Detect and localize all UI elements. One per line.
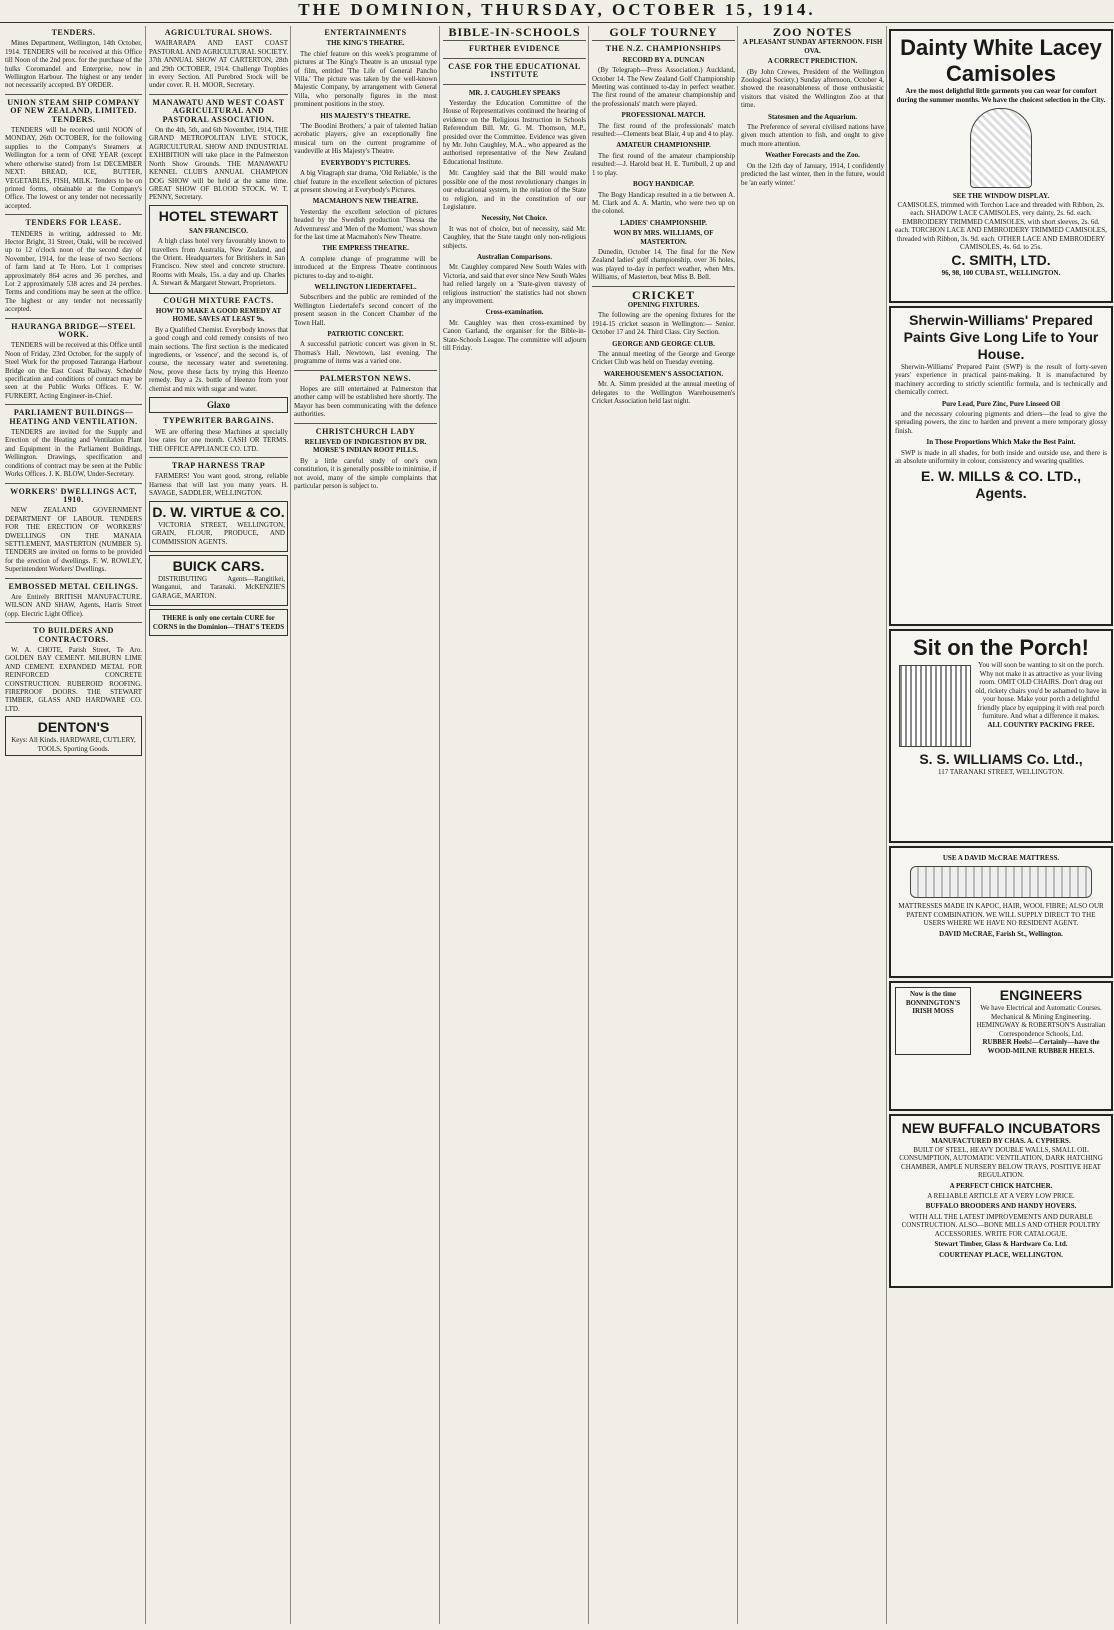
tender-mines: Mines Department, Wellington, 14th October, 1914. TENDERS will be received at this Office till Noon of the 2nd prox. for the purchase of the hulks Coromandel and Enterprise, now in Wellington Harbour. The highest or any tender not necessarily accepted. BY ORDER. (5, 39, 142, 90)
heading-bible: BIBLE-IN-SCHOOLS (448, 26, 581, 39)
ad-embossed: Are Entirely BRITISH MANUFACTURE. WILSON AND SHAW, Agents, Harris Street (opp. Electric Light Office). (5, 592, 142, 618)
heading-weather: Weather Forecasts and the Zoo. (765, 151, 860, 160)
ad-buffalo-text3: WITH ALL THE LATEST IMPROVEMENTS AND DURABLE CONSTRUCTION. ALSO—BONE MILLS AND OTHER POULTRY ACCESSORIES. WRITE FOR CATALOGUE. (901, 1212, 1101, 1238)
ad-virtue-title: D. W. VIRTUE & CO. (152, 503, 285, 520)
ad-denton-text: Keys: All Kinds. HARDWARE, CUTLERY, TOOLS, Sporting Goods. (11, 736, 136, 753)
text-amateur: The first round of the amateur championship resulted:—J. Harold beat H. E. Turnbull, 2 up and 1 to play. (592, 151, 735, 177)
text-australian: Mr. Caughley compared New South Wales with Victoria, and said that ever since New South Wales had relied largely on a 'State-given travesty of religious instruction' the statistics had not shown any improvement. (443, 263, 586, 305)
ad-sherwin-title: Sherwin-Williams' Prepared Paints Give Long Life to Your House. (903, 312, 1099, 362)
heading-further-evidence: FURTHER EVIDENCE (468, 44, 561, 54)
ad-camisoles-title: Dainty White Lacey Camisoles (900, 35, 1102, 86)
heading-george: GEORGE AND GEORGE CLUB. (612, 339, 715, 348)
ad-harness: FARMERS! You want good, strong, reliable Harness that will last you many years. H. SAVAGE, SADDLER, WELLINGTON. (149, 472, 288, 498)
ad-porch-addr: 117 TARANAKI STREET, WELLINGTON. (937, 768, 1064, 776)
heading-patriotic: PATRIOTIC CONCERT. (327, 330, 404, 338)
text-george: The annual meeting of the George and George Cricket Club was held on Tuesday evening. (592, 350, 735, 367)
ad-sherwin-text2: and the necessary colouring pigments and driers—the lead to give the spreading powers, the zinc to harden and prevent a mere temporary glossy finish. (895, 410, 1107, 435)
ad-porch-free: ALL COUNTRY PACKING FREE. (987, 720, 1095, 729)
text-empress: A complete change of programme will be introduced at the Empress Theatre continuous pictures to-day and to-night. (294, 254, 437, 280)
tender-lease: TENDERS in writing, addressed to Mr. Hector Bright, 31 Street, Otaki, will be received up to 12 o'clock noon of the second day of November, 1914, for the lease of two Sections of farm land at Te Horo. Lot 1 comprises approximately 864 acres and 36 perches, and Lot 2 approximately 538 acres and 24 perches. Terms and conditions may be seen at the office. The highest or any tender not necessarily accepted. (5, 229, 142, 314)
column-3 (290, 26, 440, 1624)
ad-camisoles-name: C. SMITH, LTD. (951, 251, 1051, 268)
text-bible-2: Mr. Caughley said that the Bill would make possible one of the most revolutionary changes in our educational system, in the relation of the State to religion, and in the constitution of our Legislature. (443, 169, 586, 211)
ad-porch-text: You will soon be wanting to sit on the porch. Why not make it as attractive as your living room. OMIT OLD CHAIRS. Don't drag out old, rickety chairs you'd be ashamed to have in your house. Make your porch a delightful friendly place by equipping it with real porch furniture. And what a difference it makes. (975, 661, 1107, 720)
ad-buffalo-text: BUILT OF STEEL, HEAVY DOUBLE WALLS, SMALL OIL CONSUMPTION, AUTOMATIC VENTILATION, DARK HATCHING CHAMBER, AMPLE NURSERY BELOW TRAYS, POSITIVE HEAT REGULATION. (899, 1145, 1103, 1179)
ad-camisoles (889, 29, 1113, 303)
heading-tenders: TENDERS. (51, 28, 96, 37)
heading-agri-shows: AGRICULTURAL SHOWS. (164, 28, 273, 37)
ad-mattress-text: MATTRESSES MADE IN KAPOC, HAIR, WOOL FIBRE; ALSO OUR PATENT COMBINATION. WE WILL SUPPLY DIRECT TO THE USERS WHERE WE HAVE NO RESIDENT AGENT. (898, 902, 1104, 928)
heading-his-majesty: HIS MAJESTY'S THEATRE. (320, 111, 411, 120)
heading-everybodys: EVERYBODY'S PICTURES. (320, 158, 411, 167)
text-his-majesty: 'The Boodini Brothers,' a pair of talented Italian acrobatic players, give an exceptionally fine musical turn on the current programme of vaudeville at His Majesty's Theatre. (294, 122, 437, 156)
ad-typewriter: WE are offering these Machines at specially low rates for one month. CASH OR TERMS. THE OFFICE APPLIANCE CO. LTD. (149, 427, 288, 453)
heading-professional: PROFESSIONAL MATCH. (621, 111, 706, 120)
column-5 (588, 26, 738, 1624)
ad-denton-title: DENTON'S (37, 719, 110, 736)
ad-mattress (889, 846, 1113, 978)
text-palmerston: Hopes are still entertained at Palmerston that another camp will be established here shortly. The Mayor has been communicating with the defence authorities. (294, 385, 437, 419)
cough-subheading: HOW TO MAKE A GOOD REMEDY AT HOME. SAVES AT LEAST 9s. (155, 306, 282, 324)
ad-buffalo-name: Stewart Timber, Glass & Hardware Co. Ltd. (934, 1240, 1068, 1249)
ad-sherwin-name: E. W. MILLS & CO. LTD., Agents. (921, 468, 1081, 502)
text-bible-1: Yesterday the Education Committee of the House of Representatives continued the hearing of evidence on the Religious Instruction in Schools Referendum Bill. Mr. G. M. Thomson, M.P., presided over the Committee. Evidence was given by Mr. John Caughley, M.A., who appeared as the authorised representative of the New Zealand Educational Institute. (443, 99, 586, 166)
ad-porch (889, 629, 1113, 843)
text-warehousemen: Mr. A. Simm presided at the annual meeting of delegates to the Wellington Warehousemen's Cricket Association held last night. (592, 380, 735, 406)
text-everybodys: A big Vitagraph star drama, 'Old Reliable,' is the chief feature in the excellent selection of pictures at present showing at Everybody's Pictures. (294, 169, 437, 194)
ad-sherwin-text: Sherwin-Williams' Prepared Paint (SWP) is the result of forty-seven years' experience in practical paint-making. It is manufactured by machinery according to strictly scientific formula, and is technically and chemically correct. (895, 363, 1107, 397)
heading-cough: COUGH MIXTURE FACTS. (163, 295, 274, 305)
heading-embossed: EMBOSSED METAL CEILINGS. (8, 581, 139, 591)
tender-parliament: TENDERS are invited for the Supply and Erection of the Heating and Ventilation Plant and Equipment in the Parliament Buildings, Wellington. Drawings, specification and conditions of contract may be seen at the Public Works Offices. J. K. BLOW, Under-Secretary. (5, 428, 142, 479)
tender-union-steam: TENDERS will be received until NOON of MONDAY, 26th OCTOBER, for the following supplies to the Company's Steamers at Wellington for a term of ONE YEAR (except where otherwise stated) from 1st DECEMBER NEXT: BREAD, ICE, BUTTER, VEGETABLES, FISH, MILK. Tenders to be on printed forms, obtainable at the Company's Office. The lowest or any tender not necessarily accepted. (5, 126, 142, 210)
ad-manawatu: On the 4th, 5th, and 6th November, 1914, THE GRAND METROPOLITAN LIVE STOCK, AGRICULTURAL SHOW AND INDUSTRIAL EXHIBITION will take place in the Palmerston North Show Grounds. THE MANAWATU KENNEL CLUB'S ANNUAL CHAMPION DOG SHOW will be held at the same time. GREAT SHOW OF BLOOD STOCK. W. T. PENNY, Secretary. (149, 126, 288, 202)
heading-pleasant: A PLEASANT SUNDAY AFTERNOON. FISH OVA. (742, 38, 883, 55)
heading-warehousemen: WAREHOUSEMEN'S ASSOCIATION. (603, 369, 724, 378)
heading-workers: WORKERS' DWELLINGS ACT, 1910. (10, 486, 137, 504)
text-macmahon: Yesterday the excellent selection of pictures headed by the Swedish production 'Thessa the Adventuress' and 'Men of the Moment,' was shown for the last time at Macmahon's New Theatre. (294, 207, 437, 241)
ad-buffalo-addr: COURTENAY PLACE, WELLINGTON. (939, 1250, 1063, 1259)
ad-builders: W. A. CHOTE, Parish Street, Te Aro. GOLDEN BAY CEMENT. MILBURN LIME AND CEMENT. EXPANDED METAL FOR REINFORCED CONCRETE CONSTRUCTION. RUBEROID ROOFING. FIREPROOF DOORS. THE STEWART TIMBER, GLASS AND HARDWARE CO. LTD. (5, 646, 142, 713)
heading-statesmen: Statesmen and the Aquarium. (767, 112, 858, 121)
ad-virtue-text: VICTORIA STREET, WELLINGTON, GRAIN, FLOUR, PRODUCE, AND COMMISSION AGENTS. (152, 520, 285, 546)
text-ladies: Dunedin, October 14. The final for the New Zealand ladies' golf championship, over 36 holes, was played to-day in perfect weather, when Mrs. Williams, of Masterton, beat Miss B. Bell. (592, 247, 735, 282)
heading-caughley: MR. J. CAUGHLEY SPEAKS (468, 88, 561, 97)
ad-irish-moss: Now is the time BONNINGTON'S IRISH MOSS (895, 987, 971, 1055)
subheading-morse: RELIEVED OF INDIGESTION BY DR. MORSE'S INDIAN ROOT PILLS. (304, 438, 427, 455)
ad-engineers-text: We have Electrical and Automatic Courses. Mechanical & Mining Engineering. HEMINGWAY & ROBERTSON'S Australian Correspondence Schools, Ltd. (976, 1004, 1106, 1038)
text-christchurch: By a little careful study of one's own constitution, it is generally possible to minimise, if not avoid, many of the simple complaints that particular person is subject to. (294, 456, 437, 491)
heading-hauranga: HAURANGA BRIDGE—STEEL WORK. (11, 321, 136, 339)
heading-builders: TO BUILDERS AND CONTRACTORS. (33, 626, 114, 644)
column-7 (886, 26, 1114, 1624)
ad-sherwin-h1: Pure Lead, Pure Zinc, Pure Linseed Oil (941, 399, 1061, 408)
heading-duncan: RECORD BY A. DUNCAN (622, 55, 705, 64)
heading-bogy: BOGY HANDICAP. (633, 180, 694, 189)
ad-engineers-title: ENGINEERS (999, 987, 1083, 1003)
ad-wairarapa: WAIRARAPA AND EAST COAST PASTORAL AND AGRICULTURAL SOCIETY. 37th ANNUAL SHOW AT CARTERTON, 28th and 29th OCTOBER, 1914. Challenge Trophies in every Section. All Purebred Stock will be under cover. R. H. MOOR, Secretary. (149, 39, 288, 90)
heading-kings: THE KING'S THEATRE. (326, 39, 405, 48)
heading-cross: Cross-examination. (485, 308, 544, 317)
camisole-illustration-icon (970, 108, 1032, 188)
heading-golf: GOLF TOURNEY (609, 26, 718, 39)
ad-camisoles-list: CAMISOLES, trimmed with Torchon Lace and threaded with Ribbon, 2s. each. SHADOW LACE CAMISOLES, very dainty, 2s. 6d. each. EMBROIDERY TRIMMED CAMISOLES, with short sleeves, 2s. 6d. each. TORCHON LACE AND EMBROIDERY TRIMMED CAMISOLES, threaded with Ribbon, 3s. 9d. each. OTHER LACE AND EMBROIDERY CAMISOLES, 4s. 6d. to 25s. (895, 200, 1107, 251)
ad-camisoles-addr: 96, 98, 100 CUBA ST., WELLINGTON. (941, 268, 1061, 277)
ad-hotel-stewart-sub: SAN FRANCISCO. (188, 226, 249, 235)
text-liedertafel: Subscribers and the public are reminded of the Wellington Liedertafel's second concert of the present season in the Concert Chamber of the Town Hall. (294, 293, 437, 327)
ad-hotel-stewart-text: A high class hotel very favourably known to travellers from Australia, New Zealand, and the Orient. Headquarters for Britishers in San Francisco. New steel and concrete structure. Rooms with Meals, 15s. a day and up. Charles A. Stewart & Margaret Stewart, Proprietors. (152, 237, 285, 288)
text-golf: (By Telegraph—Press Association.) Auckland, October 14. The New Zealand Golf Championship Meeting was continued to-day in perfect weather. The first round of the amateur championship and the professionals' match were played. (592, 66, 735, 108)
text-professional: The first round of the professionals' match resulted:—Clements beat Blair, 4 up and 4 to play. (592, 121, 735, 139)
heading-fixtures: OPENING FIXTURES. (627, 300, 700, 309)
heading-christchurch: CHRISTCHURCH LADY (315, 426, 416, 436)
heading-cricket: CRICKET (631, 287, 695, 302)
ad-mattress-title: USE A DAVID McCRAE MATTRESS. (942, 854, 1060, 862)
heading-harness: TRAP HARNESS TRAP (171, 461, 266, 471)
ad-buick-text: DISTRIBUTING Agents—Rangitikei, Wanganui, and Taranaki. McKENZIE'S GARAGE, MARTON. (152, 574, 285, 600)
column-2 (145, 26, 291, 1624)
tender-hauranga: TENDERS will be received at this Office until Noon of Friday, 23rd October, for the supply of Steel Work for the proposed Tauranga Harbour Bridge on the East Coast Railway. Schedule specification and conditions of contract may be seen at the Public Works Offices. F. W. FURKERT, Acting Engineer-in-Chief. (5, 341, 142, 400)
chair-illustration-icon (899, 665, 971, 747)
heading-manawatu: MANAWATU AND WEST COAST AGRICULTURAL AND PASTORAL ASSOCIATION. (152, 97, 285, 124)
ad-buffalo-title: NEW BUFFALO INCUBATORS (901, 1120, 1101, 1136)
ad-buffalo-h2: BUFFALO BROODERS AND HANDY HOVERS. (925, 1202, 1077, 1211)
text-zoo-3: On the 12th day of January, 1914, I confidently predicted the last winter, then in the future, would be 'an early winter.' (741, 161, 884, 187)
heading-nz-champ: THE N.Z. CHAMPIONSHIPS (605, 44, 722, 54)
ad-camisoles-see: SEE THE WINDOW DISPLAY. (952, 192, 1050, 200)
text-necessity: It was not of choice, but of necessity, said Mr. Caughley, that the State taught only non-religious subjects. (443, 224, 586, 250)
ad-teeds: THERE is only one certain CURE for CORNS in the Dominion—THAT'S TEEDS (152, 614, 285, 631)
column-6 (737, 26, 887, 1624)
heading-palmerston: PALMERSTON NEWS. (319, 373, 412, 383)
ad-porch-name: S. S. WILLIAMS Co. Ltd., (919, 751, 1083, 767)
ad-sherwin (889, 306, 1113, 626)
heading-case-institute: CASE FOR THE EDUCATIONAL INSTITUTE (448, 61, 581, 80)
ad-buick-title: BUICK CARS. (172, 557, 265, 574)
ad-porch-title: Sit on the Porch! (913, 635, 1089, 660)
glaxo-logo: Glaxo (149, 397, 288, 413)
mattress-illustration-icon (910, 866, 1092, 898)
text-zoo-1: (By John Crewes, President of the Wellington Zoological Society.) Sunday afternoon, October 4, showed the reasonableness of those enthusiastic visitors that visited the Wellington Zoo at that time. (741, 67, 884, 110)
ad-rubber-heels: RUBBER Heels!—Certainly—have the WOOD-MILNE RUBBER HEELS. (982, 1038, 1100, 1055)
heading-parliament: PARLIAMENT BUILDINGS—HEATING AND VENTILATION. (9, 408, 138, 426)
heading-ladies: LADIES' CHAMPIONSHIP. (620, 218, 707, 227)
heading-union-steam: UNION STEAM SHIP COMPANY OF NEW ZEALAND, LIMITED. TENDERS. (7, 97, 140, 124)
heading-entertainments: ENTERTAINMENTS (324, 28, 407, 37)
heading-australian: Australian Comparisons. (476, 252, 553, 261)
ad-engineers (889, 981, 1113, 1111)
heading-empress: THE EMPRESS THEATRE. (322, 244, 409, 253)
ad-buffalo-text2: A RELIABLE ARTICLE AT A VERY LOW PRICE. (927, 1191, 1075, 1200)
heading-lease: TENDERS FOR LEASE. (25, 218, 122, 228)
heading-prediction: A CORRECT PREDICTION. (767, 57, 858, 66)
ad-buffalo (889, 1114, 1113, 1288)
text-zoo-2: The Preference of several civilised nations have given much attention to fish, and ought to give much more attention. (741, 123, 884, 148)
cough-text: By a Qualified Chemist. Everybody knows that a good cough and cold remedy consists of two main sections. The first section is the medicated ingredients, or 'essence', and the second is, of course, the necessary water and sweetening. Now, prove these facts by trying this Heenzo remedy. Buy a 2s. bottle of Heenzo from your chemist and mix with sugar and water. (149, 325, 288, 393)
ad-camisoles-intro: Are the most delightful little garments you can wear for comfort during the summer months. We have the choicest selection in the City. (896, 87, 1106, 104)
text-fixtures: The following are the opening fixtures for the 1914-15 cricket season in Wellington:— Senior. October 17 and 24. Third Class. City Section. (592, 311, 735, 337)
ad-hotel-stewart-title: HOTEL STEWART (158, 207, 279, 224)
ad-mattress-name: DAVID McCRAE, Farish St., Wellington. (939, 929, 1063, 938)
tender-workers: NEW ZEALAND GOVERNMENT DEPARTMENT OF LABOUR. TENDERS FOR THE ERECTION OF WORKERS' DWELLINGS ON THE MANAIA SETTLEMENT, MASTERTON (NUMBER 5). TENDERS are invited on forms to be provided for the erection of dwellings. F. W. ROWLEY, Superintendent Workers' Dwellings. (5, 506, 142, 574)
masthead: THE DOMINION, THURSDAY, OCTOBER 15, 1914. (0, 0, 1114, 23)
ad-sherwin-text3: SWP is made in all shades, for both inside and outside use, and there is an absolute uniformity in colour, consistency and wearing qualities. (895, 448, 1107, 466)
column-4 (439, 26, 589, 1624)
ad-buffalo-h1: A PERFECT CHICK HATCHER. (949, 1181, 1053, 1190)
ad-buffalo-sub: MANUFACTURED BY CHAS. A. CYPHERS. (931, 1137, 1071, 1145)
heading-necessity: Necessity, Not Choice. (481, 214, 548, 223)
ad-sherwin-h2: In Those Proportions Which Make the Best Paint. (926, 438, 1076, 447)
heading-liedertafel: WELLINGTON LIEDERTAFEL. (314, 282, 417, 291)
column-1 (2, 26, 145, 1624)
text-bogy: The Bogy Handicap resulted in a tie between A. M. Clark and A. A. Martin, who were two up on the colonel. (592, 190, 735, 216)
text-patriotic: A successful patriotic concert was given in St. Thomas's Hall, Newtown, last evening. The programme of items was a varied one. (294, 340, 437, 366)
heading-typewriter: TYPEWRITER BARGAINS. (163, 416, 274, 426)
text-kings: The chief feature on this week's programme of pictures at The King's Theatre is an unusual type of film, entitled 'The Life of General Pancho Villa.' The picture was taken by the well-known Majestic Company, by arrangement with General Villa, who personally figures in the most prominent positions in the story. (294, 49, 437, 109)
heading-amateur: AMATEUR CHAMPIONSHIP. (616, 141, 711, 150)
heading-macmahon: MACMAHON'S NEW THEATRE. (312, 197, 419, 206)
heading-williams: WON BY MRS. WILLIAMS, OF MASTERTON. (613, 229, 714, 246)
text-cross: Mr. Caughley was then cross-examined by Canon Garland, the organiser for the Bible-in-State-Schools League. The committee will adjourn till Friday. (443, 318, 586, 352)
heading-zoo: ZOO NOTES (772, 26, 853, 39)
